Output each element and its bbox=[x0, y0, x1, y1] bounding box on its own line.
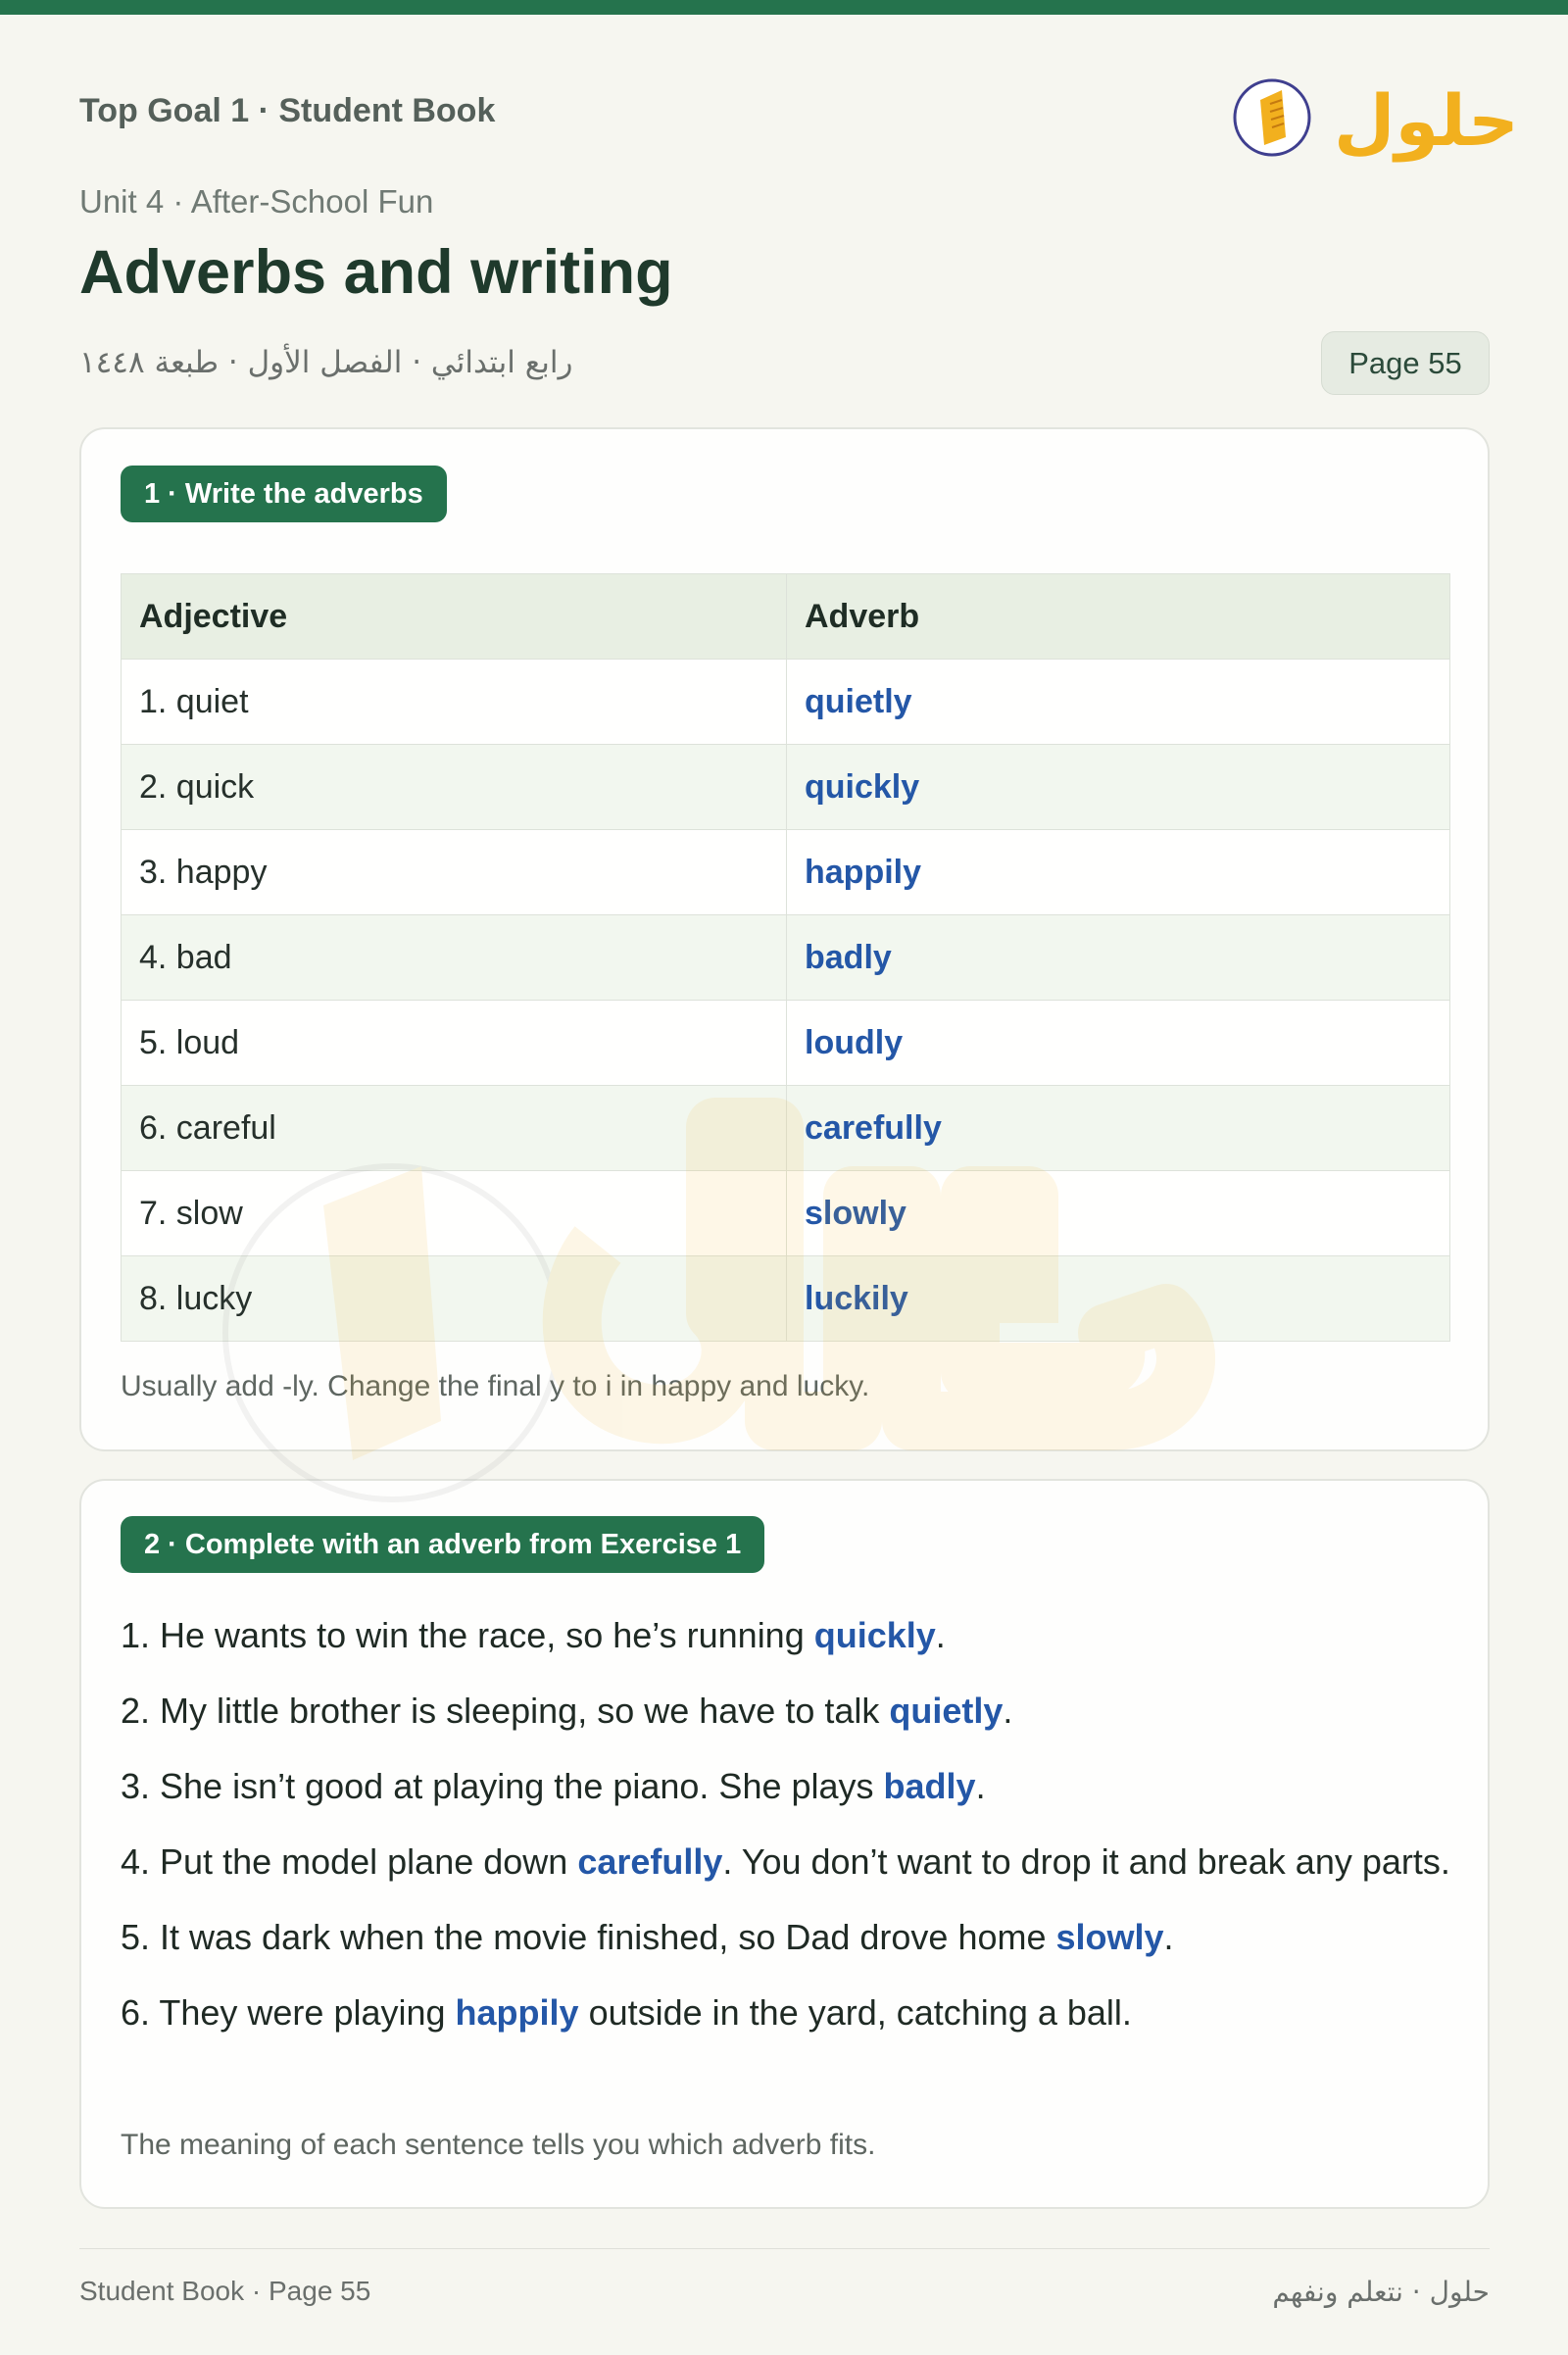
book-logo-icon bbox=[1231, 61, 1519, 169]
adverb-answer-cell: loudly bbox=[787, 1001, 1450, 1086]
sentence-text-after: . bbox=[935, 1615, 946, 1655]
adjective-cell: 4. bad bbox=[122, 915, 787, 1001]
table-row bbox=[122, 830, 1450, 915]
adjective-cell: 3. happy bbox=[122, 830, 787, 915]
exercise-2-card bbox=[79, 1479, 1490, 2209]
adverb-answer-cell: quickly bbox=[787, 745, 1450, 830]
table-row bbox=[122, 1086, 1450, 1171]
exercise-1-heading: 1 · Write the adverbs bbox=[121, 466, 447, 522]
adverbs-table bbox=[121, 573, 1450, 1342]
brand-logo bbox=[1231, 61, 1519, 169]
arabic-subtitle: رابع ابتدائي · الفصل الأول · طبعة ١٤٤٨ bbox=[79, 345, 573, 380]
page-badge: Page 55 bbox=[1321, 331, 1490, 395]
table-row bbox=[122, 1171, 1450, 1256]
page-title: Adverbs and writing bbox=[79, 238, 673, 307]
sentence-text-after: . bbox=[1163, 1917, 1174, 1957]
table-row bbox=[122, 1256, 1450, 1342]
exercise-2-heading: 2 · Complete with an adverb from Exercise 1 bbox=[121, 1516, 764, 1573]
adverb-answer-cell: quietly bbox=[787, 660, 1450, 745]
column-header-adjective: Adjective bbox=[122, 574, 787, 660]
adverb-answer: badly bbox=[883, 1766, 976, 1806]
table-row bbox=[122, 915, 1450, 1001]
unit-label: Unit 4 · After-School Fun bbox=[79, 183, 434, 220]
adjective-cell: 2. quick bbox=[122, 745, 787, 830]
list-item bbox=[121, 1908, 1463, 1967]
adjective-cell: 5. loud bbox=[122, 1001, 787, 1086]
adverb-answer: happily bbox=[455, 1992, 579, 2033]
exercise-1-card bbox=[79, 427, 1490, 1451]
list-item bbox=[121, 1606, 1463, 1665]
adverb-answer: carefully bbox=[577, 1841, 723, 1882]
book-title: Top Goal 1 · Student Book bbox=[79, 92, 496, 129]
footer-divider bbox=[79, 2248, 1490, 2249]
adverb-answer: slowly bbox=[1055, 1917, 1164, 1957]
table-row bbox=[122, 660, 1450, 745]
sentence-text-before: 3. She isn’t good at playing the piano. She plays bbox=[121, 1766, 884, 1806]
adjective-cell: 1. quiet bbox=[122, 660, 787, 745]
adverb-answer: quickly bbox=[813, 1615, 936, 1655]
sentence-text-before: 2. My little brother is sleeping, so we have to talk bbox=[121, 1691, 890, 1731]
top-accent-bar bbox=[0, 0, 1568, 15]
table-row bbox=[122, 1001, 1450, 1086]
sentence-list bbox=[121, 1606, 1463, 2059]
logo-wordmark: حلول bbox=[1334, 79, 1519, 162]
footer-brand-label: حلول · نتعلم ونفهم bbox=[1272, 2276, 1490, 2308]
exercise-1-tip: Usually add -ly. Change the final y to i in happy and lucky. bbox=[121, 1370, 870, 1402]
adjective-cell: 6. careful bbox=[122, 1086, 787, 1171]
list-item bbox=[121, 1682, 1463, 1741]
list-item bbox=[121, 1757, 1463, 1816]
list-item bbox=[121, 1833, 1463, 1891]
footer-page-label: Student Book · Page 55 bbox=[79, 2276, 371, 2306]
sentence-text-before: 4. Put the model plane down bbox=[121, 1841, 578, 1882]
sentence-text-after: . bbox=[975, 1766, 986, 1806]
adverb-answer-cell: badly bbox=[787, 915, 1450, 1001]
list-item bbox=[121, 1984, 1463, 2042]
sentence-text-before: 6. They were playing bbox=[121, 1992, 456, 2033]
column-header-adverb: Adverb bbox=[787, 574, 1450, 660]
sentence-text-before: 5. It was dark when the movie finished, so Dad drove home bbox=[121, 1917, 1056, 1957]
sentence-text-after: outside in the yard, catching a ball. bbox=[578, 1992, 1132, 2033]
sentence-text-before: 1. He wants to win the race, so he’s running bbox=[121, 1615, 814, 1655]
sentence-text-after: . bbox=[1003, 1691, 1013, 1731]
table-row bbox=[122, 745, 1450, 830]
adjective-cell: 7. slow bbox=[122, 1171, 787, 1256]
adverb-answer-cell: happily bbox=[787, 830, 1450, 915]
table-header-row bbox=[122, 574, 1450, 660]
adverb-answer: quietly bbox=[889, 1691, 1004, 1731]
adjective-cell: 8. lucky bbox=[122, 1256, 787, 1342]
adverb-answer-cell: slowly bbox=[787, 1171, 1450, 1256]
adverb-answer-cell: luckily bbox=[787, 1256, 1450, 1342]
sentence-text-after: . You don’t want to drop it and break any parts. bbox=[722, 1841, 1450, 1882]
adverb-answer-cell: carefully bbox=[787, 1086, 1450, 1171]
exercise-2-tip: The meaning of each sentence tells you which adverb fits. bbox=[121, 2129, 876, 2161]
